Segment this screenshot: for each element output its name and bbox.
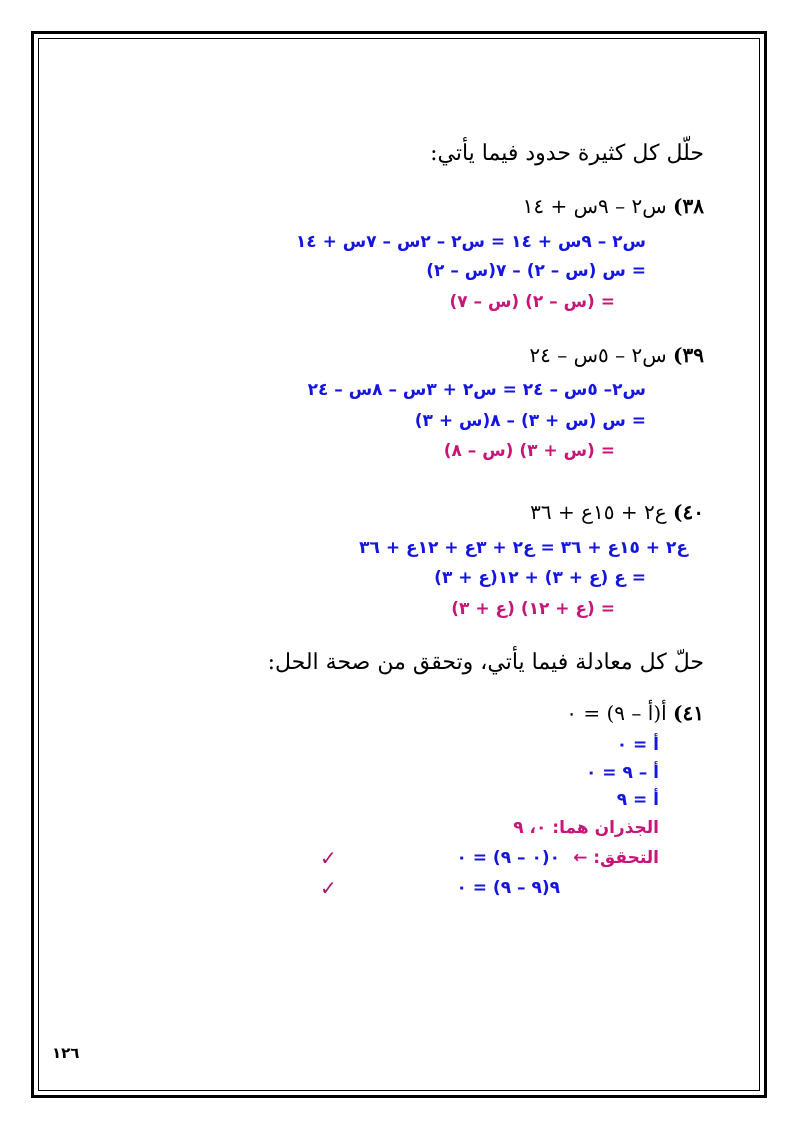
- problem-40: [530, 502, 704, 522]
- problem-41-step-1: أ = ٠: [616, 735, 659, 755]
- problem-40-number: ٤٠): [673, 500, 704, 524]
- heading-factor: حلّل كل كثيرة حدود فيما يأتي:: [430, 141, 704, 166]
- problem-38-number: ٣٨): [673, 194, 704, 218]
- problem-38-expression: س٢ – ٩س + ١٤: [522, 194, 667, 218]
- problem-40-expression: ع٢ + ١٥ع + ٣٦: [530, 500, 667, 524]
- verification-label: التحقق: ←: [573, 848, 659, 868]
- problem-41: [566, 703, 704, 723]
- problem-38-result: = (س – ٢) (س – ٧): [449, 292, 615, 312]
- heading-solve: حلّ كل معادلة فيما يأتي، وتحقق من صحة الحل:: [267, 650, 704, 675]
- problem-40-result: = (ع + ١٢) (ع + ٣): [451, 599, 615, 619]
- problem-41-expression: أ(أ – ٩) = ٠: [566, 701, 667, 725]
- problem-39-result: = (س + ٣) (س – ٨): [443, 441, 615, 461]
- problem-39-step-2: = س (س + ٣) – ٨(س + ٣): [414, 411, 646, 431]
- problem-41-step-3: أ = ٩: [616, 790, 659, 810]
- check-mark-icon: ✓: [320, 846, 337, 870]
- problem-38-step-2: = س (س – ٢) – ٧(س – ٢): [426, 261, 646, 281]
- check-mark-icon: ✓: [320, 876, 337, 900]
- problem-40-step-2: = ع (ع + ٣) + ١٢(ع + ٣): [434, 568, 646, 588]
- problem-41-number: ٤١): [673, 701, 704, 725]
- problem-39-number: ٣٩): [673, 343, 704, 367]
- page-number: ١٢٦: [52, 1044, 80, 1062]
- problem-39-step-1: س٢– ٥س – ٢٤ = س٢ + ٣س – ٨س – ٢٤: [307, 380, 646, 400]
- problem-40-step-1: ع٢ + ١٥ع + ٣٦ = ع٢ + ٣ع + ١٢ع + ٣٦: [359, 538, 688, 558]
- problem-38-step-1: س٢ – ٩س + ١٤ = س٢ – ٢س – ٧س + ١٤: [295, 232, 646, 252]
- problem-41-step-2: أ – ٩ = ٠: [585, 763, 659, 783]
- verification-check-2: ٩(٩ – ٩) = ٠: [456, 878, 560, 898]
- problem-38: [523, 196, 704, 216]
- roots-statement: الجذران هما: ٠، ٩: [513, 818, 659, 838]
- problem-39: [529, 345, 704, 365]
- verification-check-1: ٠(٠ – ٩) = ٠: [456, 848, 560, 868]
- problem-39-expression: س٢ – ٥س – ٢٤: [529, 343, 667, 367]
